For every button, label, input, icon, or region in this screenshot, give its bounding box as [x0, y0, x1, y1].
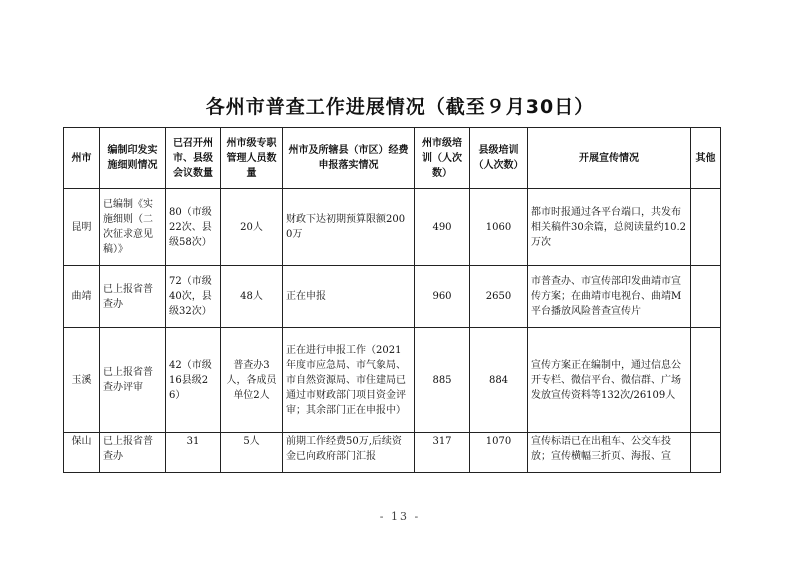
funding-cell: 正在申报 [283, 266, 415, 328]
header-cell: 开展宣传情况 [528, 128, 691, 189]
county-training-cell: 884 [470, 328, 528, 433]
rules-cell: 已编制《实施细则（二次征求意见稿）》 [100, 189, 166, 266]
header-cell: 编制印发实施细则情况 [100, 128, 166, 189]
rules-cell: 已上报省普查办 [100, 266, 166, 328]
table-row [64, 266, 721, 328]
city-training-cell: 960 [415, 266, 470, 328]
city-cell: 曲靖 [64, 266, 100, 328]
other-cell [691, 189, 721, 266]
city-training-cell: 490 [415, 189, 470, 266]
other-cell [691, 328, 721, 433]
page-number: - 13 - [379, 510, 421, 523]
table-row [64, 189, 721, 266]
header-cell: 其他 [691, 128, 721, 189]
meetings-cell: 42（市级16县级26） [166, 328, 221, 433]
city-cell: 玉溪 [64, 328, 100, 433]
funding-cell: 财政下达初期预算限额2000万 [283, 189, 415, 266]
staff-cell: 48人 [221, 266, 283, 328]
rules-cell: 已上报省普查办 [100, 433, 166, 473]
city-cell: 昆明 [64, 189, 100, 266]
rules-cell: 已上报省普查办评审 [100, 328, 166, 433]
table-row [64, 328, 721, 433]
progress-table [63, 127, 721, 473]
meetings-cell: 31 [166, 433, 221, 473]
funding-cell: 正在进行申报工作（2021年度市应急局、市气象局、市自然资源局、市住建局已通过市财政部门项目资金评审；其余部门正在申报中） [283, 328, 415, 433]
county-training-cell: 1060 [470, 189, 528, 266]
header-cell: 州市级培训（人次数） [415, 128, 470, 189]
page-title: 各州市普查工作进展情况（截至９月30日） [205, 96, 595, 118]
staff-cell: 5人 [221, 433, 283, 473]
other-cell [691, 433, 721, 473]
funding-cell: 前期工作经费50万,后续资金已向政府部门汇报 [283, 433, 415, 473]
header-cell: 州市 [64, 128, 100, 189]
publicity-cell: 都市时报通过各平台端口，共发布相关稿件30余篇，总阅读量约10.2万次 [528, 189, 691, 266]
city-training-cell: 317 [415, 433, 470, 473]
county-training-cell: 2650 [470, 266, 528, 328]
publicity-cell: 市普查办、市宣传部印发曲靖市宣传方案；在曲靖市电视台、曲靖M平台播放风险普查宣传片 [528, 266, 691, 328]
city-cell: 保山 [64, 433, 100, 473]
other-cell [691, 266, 721, 328]
city-training-cell: 885 [415, 328, 470, 433]
publicity-cell: 宣传方案正在编制中，通过信息公开专栏、微信平台、微信群、广场发放宣传资料等132次/26109人 [528, 328, 691, 433]
publicity-cell: 宣传标语已在出租车、公交车投放；宣传横幅三折页、海报、宣 [528, 433, 691, 473]
table-header-row [64, 128, 721, 189]
header-cell: 州市级专职管理人员数量 [221, 128, 283, 189]
header-cell: 县级培训（人次数） [470, 128, 528, 189]
staff-cell: 普查办3人，各成员单位2人 [221, 328, 283, 433]
county-training-cell: 1070 [470, 433, 528, 473]
header-cell: 州市及所辖县（市区）经费申报落实情况 [283, 128, 415, 189]
staff-cell: 20人 [221, 189, 283, 266]
header-cell: 已召开州市、县级会议数量 [166, 128, 221, 189]
table-row [64, 433, 721, 473]
meetings-cell: 72（市级40次，县级32次） [166, 266, 221, 328]
meetings-cell: 80（市级22次、县级58次） [166, 189, 221, 266]
